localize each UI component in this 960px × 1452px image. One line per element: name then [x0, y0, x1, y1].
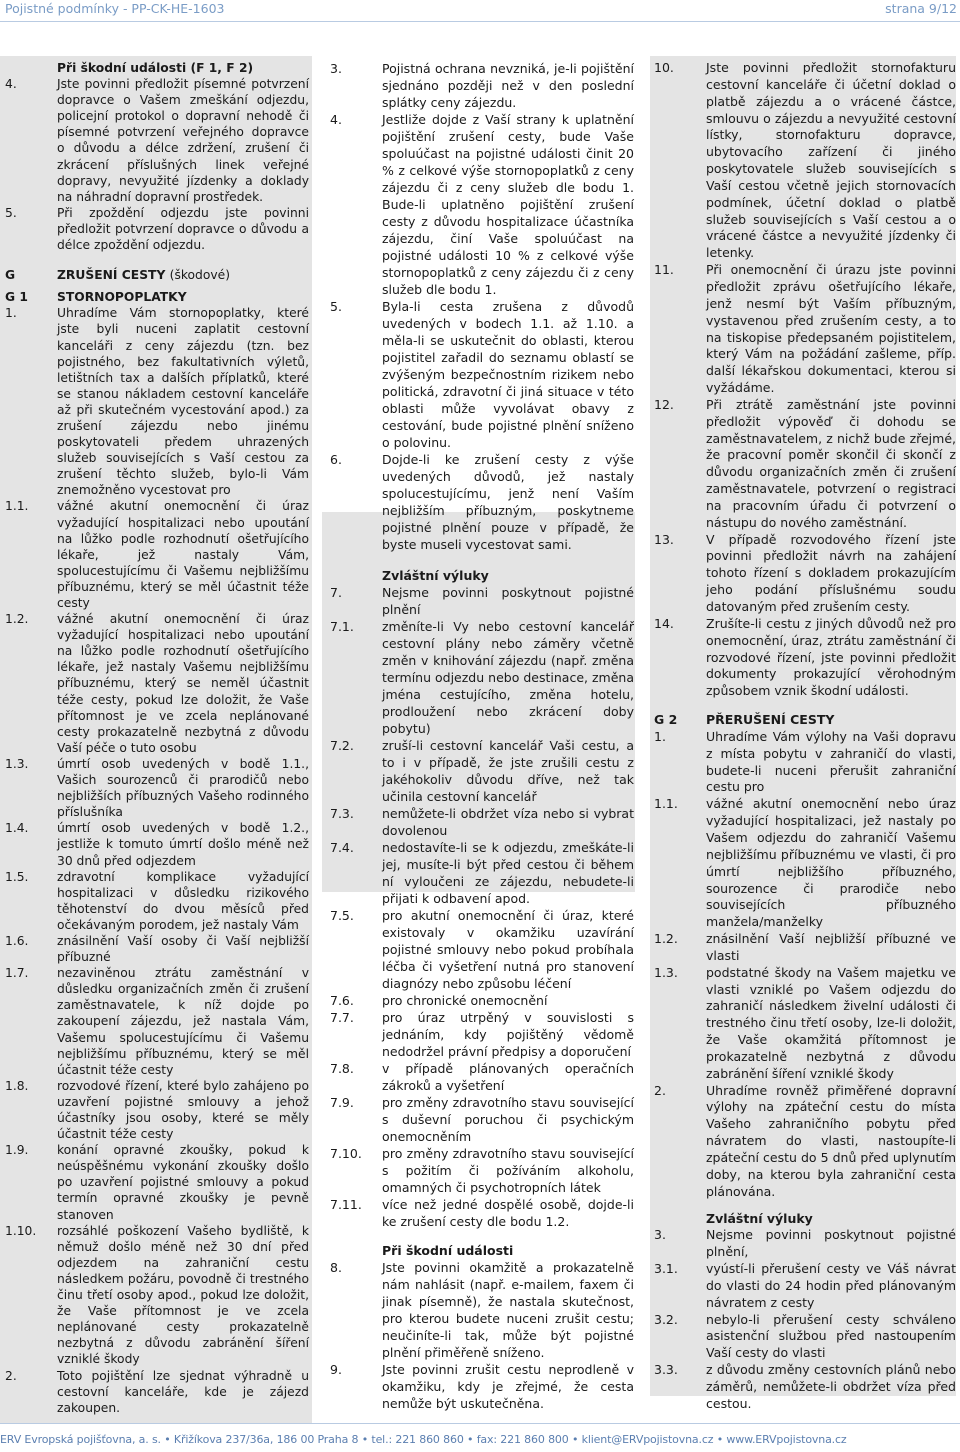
clause-text: Toto pojištění lze sjednat výhradně u cestovní kanceláře, kde je zájezd zakoupen.	[57, 1368, 309, 1415]
clause-text: zruší-li cestovní kancelář Vaši cestu, a to i v případě, že jste zrušili cestu z jakéhokoliv důvodu dříve, než tak učinila cestovní kancelář	[382, 738, 634, 804]
clause-text: Při onemocnění či úrazu jste povinni předložit zprávu ošetřujícího lékaře, jenž nesmí být Vaším příbuzným, vystavenou před zrušením cesty, a to na tiskopise předepsaném pojistitelem, který Vám na požádání zašleme, příp. další lékařskou dokumentaci, kterou si vyžádáme.	[706, 262, 956, 396]
clause	[5, 869, 309, 933]
clause-text: Jste povinni předložit písemné potvrzení dopravce o Vašem zmeškání odjezdu, policejní protokol o dopravní nehodě či písemné potvrzení veřejného dopravce o důvodu a délce zdržení, zrušení či zkrácení příslušných linek veřejné dopravy, nevyužité jízdenky a doklady na náhradní dopravní prostředek.	[57, 77, 309, 204]
clause-number: 7.10.	[330, 1146, 362, 1161]
clause-text: Pojistná ochrana nevzniká, je-li pojištění sjednáno později než v den poslední splátky ceny zájezdu.	[382, 61, 634, 110]
clause-number: 7.3.	[330, 806, 354, 821]
clause	[654, 397, 956, 532]
clause	[654, 616, 956, 700]
clause-number: 7.2.	[330, 738, 354, 753]
clause	[330, 1094, 634, 1145]
clause-number: 13.	[654, 531, 674, 547]
clause-number: 7.9.	[330, 1095, 354, 1110]
clause-text: Uhradíme Vám stornopoplatky, které jste byli nuceni zaplatit cestovní kanceláři z ceny zájezdu (tzn. bez pojistného, bez fakultativních výletů, letištních tax a dalších příplatků, které se stanou nákladem cestovní kanceláře až při skutečném vycestování apod.) za zrušení zájezdu nebo jinému poskytovateli předem uhrazených služeb souvisejících s Vaší cestou za zrušení těchto služeb, bylo-li Vám znemožněno vycestovat pro	[57, 306, 309, 498]
clause-text: rozvodové řízení, které bylo zahájeno po uzavření pojistné smlouvy a jehož účastníky jsou osoby, které se měly účastnit téže cesty	[57, 1078, 309, 1142]
clause	[5, 498, 309, 611]
clause	[330, 1009, 634, 1060]
clause-text: v případě plánovaných operačních zákroků a vyšetření	[382, 1061, 634, 1093]
section-heading-g2	[654, 712, 956, 729]
clause-number: 1.5.	[5, 869, 29, 884]
clause	[330, 1259, 634, 1361]
clause-text: rozsáhlé poškození Vašeho bydliště, k němuž došlo méně než 30 dní před odjezdem na zahraniční cestu následkem požáru, povodně či trestného činu třetí osoby apod., pokud lze doložit, že Vaše přítomnost je ve zcela neplánované cesty prokazatelně nezbytná z důvodu zabránění šíření vzniklé škody	[57, 1223, 309, 1367]
clause-text: nebylo-li přerušení cesty schváleno asistenční službou před nastoupením Vaší cesty do vlasti	[706, 1311, 956, 1361]
clause	[654, 796, 956, 931]
clause	[5, 756, 309, 820]
clause	[654, 931, 956, 965]
clause-text: z důvodu změny cestovních plánů nebo záměrů, nemůžete-li obdržet víza před cestou.	[706, 1362, 956, 1411]
clause-number: 2.	[5, 1368, 17, 1383]
clause-number: 7.5.	[330, 908, 354, 923]
clause	[654, 1362, 956, 1413]
clause-number: 3.3.	[654, 1362, 678, 1378]
spacer	[330, 553, 634, 567]
clause	[5, 1078, 309, 1142]
clause-number: 1.3.	[654, 964, 678, 980]
clause-text: Při ztrátě zaměstnání jste povinni předložit výpověď či dohodu se zaměstnavatelem, z nichž bude zřejmé, že pracovní poměr skončil či skončí z důvodu organizačních změn či zrušení zaměstnavatele, potvrzení o registraci na pracovním úřadu či potvrzení o nástupu do nového zaměstnání.	[706, 396, 956, 530]
clause-text: pro změny zdravotního stavu související s požitím či požíváním alkoholu, omamných či psychotropních látek	[382, 1146, 634, 1195]
clause-number: 3.2.	[654, 1311, 678, 1327]
clause	[5, 611, 309, 756]
section-title: STORNOPOPLATKY	[57, 290, 187, 305]
clause-text: Zrušíte-li cestu z jiných důvodů než pro onemocnění, úraz, ztrátu zaměstnání či rozvodové řízení, jste povinni předložit dokumenty prokazující věrohodným způsobem vznik škodní události.	[706, 615, 956, 699]
section-subtitle: (škodové)	[169, 268, 231, 283]
clause-text: více než jedné dospělé osobě, dojde-li ke zrušení cesty dle bodu 1.2.	[382, 1197, 634, 1229]
clause-text: pro změny zdravotního stavu související s duševní poruchou či psychickým onemocněním	[382, 1095, 634, 1144]
clause	[5, 1368, 309, 1416]
clause-number: 11.	[654, 262, 674, 278]
clause	[330, 1060, 634, 1094]
clause-number: 7.	[330, 585, 342, 600]
clause-text: konání opravné zkoušky, pokud k neúspěšnému vykonání zkoušky došlo po uzavření pojistné smlouvy a pokud termín opravné zkoušky je pevně stanoven	[57, 1143, 309, 1222]
clause	[654, 1261, 956, 1312]
clause	[654, 965, 956, 1083]
subsection-heading: Zvláštní výluky	[706, 1210, 813, 1226]
column-2	[330, 60, 634, 1412]
subsection-heading: Zvláštní výluky	[382, 568, 489, 583]
clause-number: 1.	[654, 728, 666, 744]
clause-number: 6.	[330, 452, 342, 467]
clause	[5, 820, 309, 868]
clause-number: 1.4.	[5, 821, 29, 836]
clause-number: 10.	[654, 60, 674, 75]
column-1	[5, 60, 309, 1416]
clause-number: 5.	[330, 299, 342, 314]
clause-text: Uhradíme Vám výlohy na Vaši dopravu z místa pobytu v zahraničí do vlasti, budete-li nuceni přerušit zahraniční cestu pro	[706, 728, 956, 795]
section-heading-g1	[5, 289, 309, 305]
clause-text: Jste povinni předložit stornofakturu cestovní kanceláře či účetní doklad o platbě zájezdu a o vrácené částce, smlouvu o zájezdu a nevyužité cestovní lístky, stornofakturu dopravce, ubytovacího zařízení či jiného poskytovatele služeb souvisejících s Vaší cestou včetně jejich stornovacích podmínek, účetní doklad o platbě služeb souvisejících s Vaší cestou a o vrácené částce a nevyužité jízdenky či letenky.	[706, 60, 956, 261]
section-heading-g	[5, 267, 309, 283]
clause-text: Dojde-li ke zrušení cesty z výše uvedených důvodů, jež nastaly spolucestujícímu, jenž není Vaším nejbližším příbuzným, poskytneme pojistné plnění pouze v případě, že byste museli vycestovat sami.	[382, 452, 634, 552]
clause-text: podstatné škody na Vašem majetku ve vlasti vzniklé po Vašem odjezdu do zahraničí následkem živelní události či trestného činu třetí osoby, lze-li doložit, že Vaše okamžitá přítomnost je prokazatelně nezbytná z důvodu zabránění šíření vzniklé škody	[706, 964, 956, 1081]
section-title: PŘERUŠENÍ CESTY	[706, 712, 835, 728]
clause	[5, 1223, 309, 1368]
header-divider	[0, 21, 960, 22]
clause	[330, 839, 634, 907]
clause-number: 1.2.	[654, 931, 678, 947]
clause-text: Jste povinni okamžitě a prokazatelně nám nahlásit (např. e-mailem, faxem či jinak písemně), že nastala skutečnost, pro kterou budete nuceni zrušit cestu; neučiníte-li tak, může být pojistné plnění přiměřeně sníženo.	[382, 1260, 634, 1360]
clause	[330, 298, 634, 451]
clause-text: znásilnění Vaší osoby či Vaší nejbližší příbuzné	[57, 933, 309, 965]
spacer	[5, 253, 309, 267]
clause-text: vyústí-li přerušení cesty ve Váš návrat do vlasti do 24 hodin před plánovaným návratem z cesty	[706, 1261, 956, 1310]
clause	[654, 60, 956, 262]
footer-divider	[0, 1423, 960, 1424]
clause-number: 12.	[654, 396, 674, 412]
clause	[330, 451, 634, 553]
clause	[5, 205, 309, 253]
clause-text: Jestliže dojde z Vaší strany k uplatnění pojištění zrušení cesty, bude Vaše spoluúčast na pojistné události činit 20 % z celkové výše stornopoplatků z ceny zájezdu či z ceny služeb dle bodu 1. Bude-li uplatněno pojištění zrušení cesty z důvodu hospitalizace účastníka zájezdu, činí Vaše spoluúčast na pojistné události 10 % z celkové výše stornopoplatků z ceny zájezdu či z ceny služeb dle bodu 1.	[382, 112, 634, 297]
clause	[330, 737, 634, 805]
clause	[330, 907, 634, 992]
clause-text: Jste povinni zrušit cestu neprodleně v okamžiku, kdy je zřejmé, že cesta nemůže být uskutečněna.	[382, 1362, 634, 1411]
clause-text: V případě rozvodového řízení jste povinni předložit návrh na zahájení tohoto řízení s dokladem prokazujícím jeho podání příslušnému soudu datovaným před zrušením cesty.	[706, 531, 956, 614]
clause-number: 1.6.	[5, 933, 29, 948]
spacer	[654, 700, 956, 712]
section-title: ZRUŠENÍ CESTY	[57, 268, 166, 283]
clause-text: nezaviněnou ztrátu zaměstnání v důsledku organizačních změn či zrušení zaměstnavatele, k níž dojde po zakoupení zájezdu, jež nastala Vám, Vašemu spolucestujícímu či Vašemu nejbližšímu příbuznému, který se měl účastnit téže cesty	[57, 966, 309, 1077]
clause-number: 2.	[654, 1082, 666, 1098]
subsection-heading: Při škodní události	[382, 1243, 514, 1258]
clause-number: 1.1.	[654, 796, 678, 812]
column-3	[654, 60, 956, 1413]
clause-number: 9.	[330, 1362, 342, 1377]
clause	[330, 111, 634, 298]
clause	[654, 729, 956, 796]
clause-text: vážné akutní onemocnění či úraz vyžadující hospitalizaci nebo upoutání na lůžko podle rozhodnutí ošetřujícího lékaře, jež nastaly Vašemu nejbližšímu příbuznému, který se neměl účastnit téže cesty, pokud lze doložit, že Vaše přítomnost je ve zcela neplánované cesty prokazatelně nezbytná z důvodu Vaší péče o tuto osobu	[57, 612, 309, 755]
clause-text: pro chronické onemocnění	[382, 993, 548, 1008]
clause-number: 4.	[5, 77, 17, 92]
section-code: G	[5, 268, 16, 283]
clause-text: Byla-li cesta zrušena z důvodů uvedených v bodech 1.1. až 1.10. a měla-li se uskutečnit do oblasti, kterou pojistitel zařadil do seznamu oblastí se zvýšeným bezpečnostním rizikem nebo politická, zdravotní či jiná situace v této oblasti může vyvolávat obavy z cestování, bude pojistné plnění sníženo o polovinu.	[382, 299, 634, 450]
clause	[5, 1142, 309, 1222]
subsection-heading: Při škodní události (F 1, F 2)	[57, 61, 254, 75]
clause-number: 4.	[330, 112, 342, 127]
clause-number: 1.10.	[5, 1223, 37, 1238]
document-title: Pojistné podmínky - PP-CK-HE-1603	[5, 1, 225, 16]
clause	[330, 584, 634, 618]
clause	[330, 1361, 634, 1412]
clause	[330, 805, 634, 839]
footer-contact: ERV Evropská pojišťovna, a. s. • Křižíkova 237/36a, 186 00 Praha 8 • tel.: 221 860 860 • fax: 221 860 800 • klient@ERVpojistovna.cz • www.ERVpojistovna.cz	[0, 1433, 847, 1446]
page-number: strana 9/12	[885, 1, 957, 16]
clause	[654, 532, 956, 616]
clause-text: nemůžete-li obdržet víza nebo si vybrat dovolenou	[382, 806, 634, 838]
clause-text: vážné akutní onemocnění či úraz vyžadující hospitalizaci nebo upoutání na lůžko podle rozhodnutí ošetřujícího lékaře, jež nastaly Vám, spolucestujícímu či Vašemu nejbližšímu příbuznému, který se měl účastnit téže cesty	[57, 499, 309, 610]
clause-number: 5.	[5, 205, 17, 220]
section-code: G 1	[5, 290, 28, 305]
clause	[330, 1145, 634, 1196]
clause-number: 1.3.	[5, 756, 29, 771]
section-code: G 2	[654, 712, 678, 728]
clause	[5, 305, 309, 498]
clause	[654, 1312, 956, 1363]
clause	[330, 60, 634, 111]
clause-number: 1.7.	[5, 966, 29, 981]
clause-number: 1.	[5, 306, 17, 321]
clause-text: vážné akutní onemocnění nebo úraz vyžadující hospitalizaci, jež nastaly po Vašem odjezdu do zahraničí Vašemu nejbližšímu příbuznému ve vlasti, či pro úmrtí nejbližšího příbuzného, sourozence či prarodiče nebo souvisejících příbuzného manžela/manželky	[706, 796, 956, 930]
clause-number: 7.1.	[330, 619, 354, 634]
clause-text: Nejsme povinni poskytnout pojistné plnění	[382, 585, 634, 617]
clause	[5, 76, 309, 205]
clause-number: 7.6.	[330, 993, 354, 1008]
clause-number: 1.1.	[5, 499, 29, 514]
clause-number: 7.8.	[330, 1061, 354, 1076]
clause-number: 3.	[330, 61, 342, 76]
clause	[654, 1227, 956, 1261]
clause-text: Uhradíme rovněž přiměřené dopravní výlohy na zpáteční cestu do místa Vašeho zahraničního pobytu před návratem do vlasti, nastoupíte-li zpáteční cestu do 5 dnů před uplynutím doby, na kterou byla zahraniční cesta plánována.	[706, 1082, 956, 1199]
clause-number: 1.8.	[5, 1078, 29, 1093]
clause-text: zdravotní komplikace vyžadující hospitalizaci v důsledku rizikového těhotenství do dvou měsíců před očekávaným porodem, jež nastaly Vám	[57, 869, 309, 932]
clause-number: 7.4.	[330, 840, 354, 855]
clause-number: 7.11.	[330, 1197, 362, 1212]
clause	[330, 1196, 634, 1230]
clause-text: Při zpoždění odjezdu jste povinni předložit potvrzení dopravce o důvodu a délce zpoždění odjezdu.	[57, 205, 309, 253]
clause	[5, 933, 309, 965]
clause-text: změníte-li Vy nebo cestovní kancelář cestovní plány nebo záměry včetně změn v knihování zájezdu (např. změna termínu odjezdu nebo destinace, změna jména cestujícího, změna hotelu, prodloužení nebo zkrácení doby pobytu)	[382, 619, 634, 736]
clause-text: Nejsme povinni poskytnout pojistné plnění,	[706, 1227, 956, 1260]
clause	[330, 618, 634, 737]
clause-text: znásilnění Vaší nejbližší příbuzné ve vlasti	[706, 931, 956, 963]
clause-number: 7.7.	[330, 1010, 354, 1025]
clause	[330, 992, 634, 1009]
clause-number: 3.	[654, 1227, 666, 1243]
clause-number: 1.9.	[5, 1143, 29, 1158]
clause-number: 8.	[330, 1260, 342, 1275]
clause-number: 14.	[654, 615, 674, 631]
clause-text: úmrtí osob uvedených v bodě 1.1., Vašich sourozenců či prarodičů nebo nejbližších příbuzných Vašeho rodinného příslušníka	[57, 756, 309, 820]
clause-text: nedostavíte-li se k odjezdu, zmeškáte-li jej, musíte-li být před cestou či během ní vyloučeni ze zájezdu, nebudete-li přijati k odbavení apod.	[382, 840, 634, 906]
spacer	[654, 1201, 956, 1211]
clause	[654, 1083, 956, 1201]
clause-number: 1.2.	[5, 612, 29, 627]
clause	[5, 965, 309, 1078]
clause	[654, 262, 956, 397]
clause-text: pro akutní onemocnění či úraz, které existovaly v okamžiku uzavírání pojistné smlouvy nebo pokud probíhala léčba či vyšetření nutná pro stanovení diagnózy nebo způsobu léčení	[382, 908, 634, 991]
clause-number: 3.1.	[654, 1261, 678, 1277]
clause-text: pro úraz utrpěný v souvislosti s jednáním, kdy pojištěný vědomě nedodržel právní předpisy a doporučení	[382, 1010, 634, 1059]
clause-text: úmrtí osob uvedených v bodě 1.2., jestliže k tomuto úmrtí došlo méně než 30 dnů před odjezdem	[57, 821, 309, 868]
spacer	[330, 1230, 634, 1242]
